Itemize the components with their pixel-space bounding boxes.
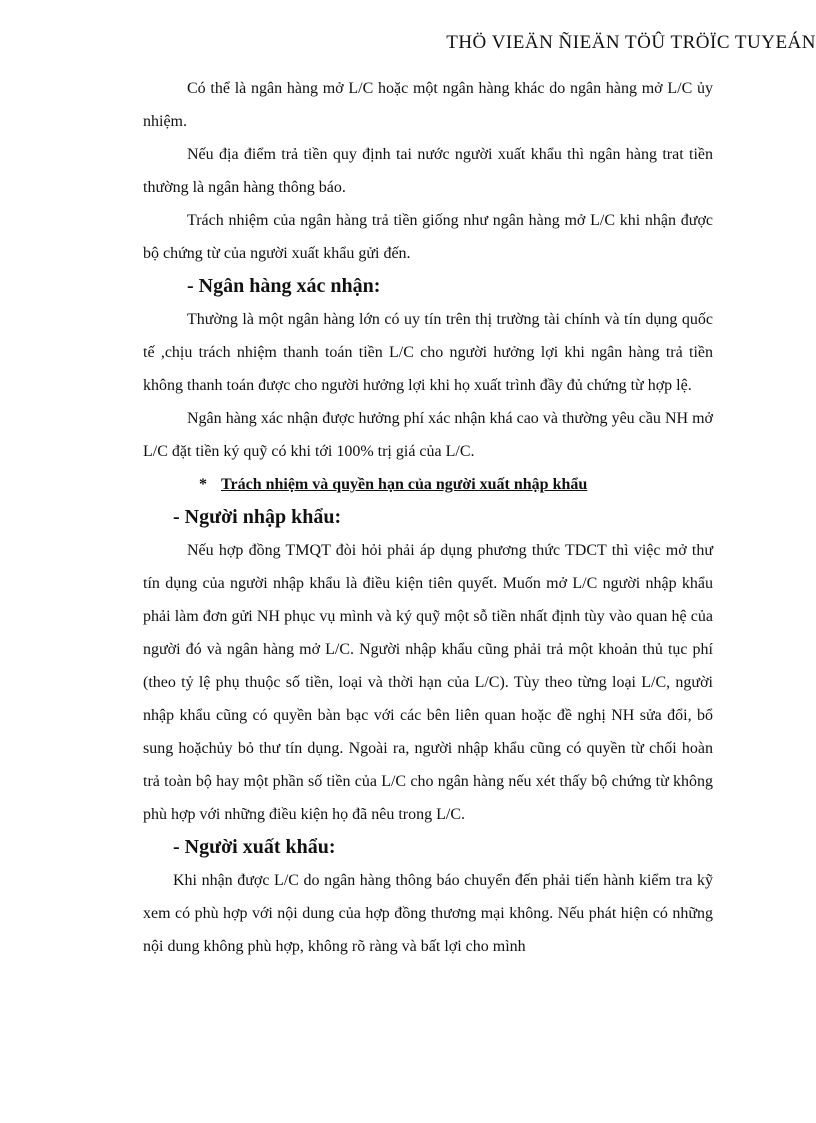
subheading-responsibilities xyxy=(143,468,713,501)
heading-importer: - Người nhập khẩu: xyxy=(173,506,342,528)
paragraph-importer: Nếu hợp đồng TMQT đòi hỏi phải áp dụng phương thức TDCT thì việc mở thư tín dụng của người nhập khẩu là điều kiện tiên quyết. Muốn mở L/C người nhập khẩu phải làm đơn gửi NH phục vụ mình và ký quỹ một sỗ tiền nhất định tùy vào quan hệ của người đó và ngân hàng mở L/C. Người nhập khẩu cũng phải trả một khoản thủ tục phí (theo tỷ lệ phụ thuộc số tiền, loại và thời hạn của L/C). Tùy theo từng loại L/C, người nhập khẩu cũng có quyền bàn bạc với các bên liên quan hoặc đề nghị NH sửa đổi, bổ sung hoặchủy bỏ thư tín dụng. Ngoài ra, người nhập khẩu cũng có quyền từ chối hoàn trả toàn bộ hay một phần số tiền của L/C cho ngân hàng nếu xét thấy bộ chứng từ không phù hợp với những điều kiện họ đã nêu trong L/C. xyxy=(143,542,713,823)
paragraph-paying-bank-3: Trách nhiệm của ngân hàng trả tiền giống như ngân hàng mở L/C khi nhận được bộ chứng từ của người xuất khẩu gửi đến. xyxy=(143,212,713,262)
bullet-star: * xyxy=(199,476,207,493)
paragraph-paying-bank-2: Nếu địa điểm trả tiền quy định tai nước người xuất khẩu thì ngân hàng trat tiền thường là ngân hàng thông báo. xyxy=(143,146,713,196)
paragraph-exporter: Khi nhận được L/C do ngân hàng thông báo chuyển đến phải tiến hành kiểm tra kỹ xem có phù hợp với nội dung của hợp đồng thương mại không. Nếu phát hiện có những nội dung không phù hợp, không rõ ràng và bất lợi cho mình xyxy=(143,872,713,955)
paragraph-confirming-bank-2: Ngân hàng xác nhận được hưởng phí xác nhận khá cao và thường yêu cầu NH mở L/C đặt tiền ký quỹ có khi tới 100% trị giá của L/C. xyxy=(143,410,713,460)
paragraph-confirming-bank-1: Thường là một ngân hàng lớn có uy tín trên thị trường tài chính và tín dụng quốc tế ,chịu trách nhiệm thanh toán tiền L/C cho người hưởng lợi khi ngân hàng trả tiền không thanh toán được cho người hưởng lợi khi họ xuất trình đầy đủ chứng từ hợp lệ. xyxy=(143,311,713,394)
page-header: THÖ VIEÄN ÑIEÄN TÖÛ TRÖÏC TUYEÁN xyxy=(446,32,816,53)
subheading-text: Trách nhiệm và quyền hạn của người xuất nhập khẩu xyxy=(221,476,588,493)
heading-exporter: - Người xuất khẩu: xyxy=(173,836,336,858)
paragraph-paying-bank-1: Có thể là ngân hàng mở L/C hoặc một ngân hàng khác do ngân hàng mở L/C ủy nhiệm. xyxy=(143,80,713,130)
document-body xyxy=(143,72,713,963)
heading-confirming-bank: - Ngân hàng xác nhận: xyxy=(187,275,381,297)
